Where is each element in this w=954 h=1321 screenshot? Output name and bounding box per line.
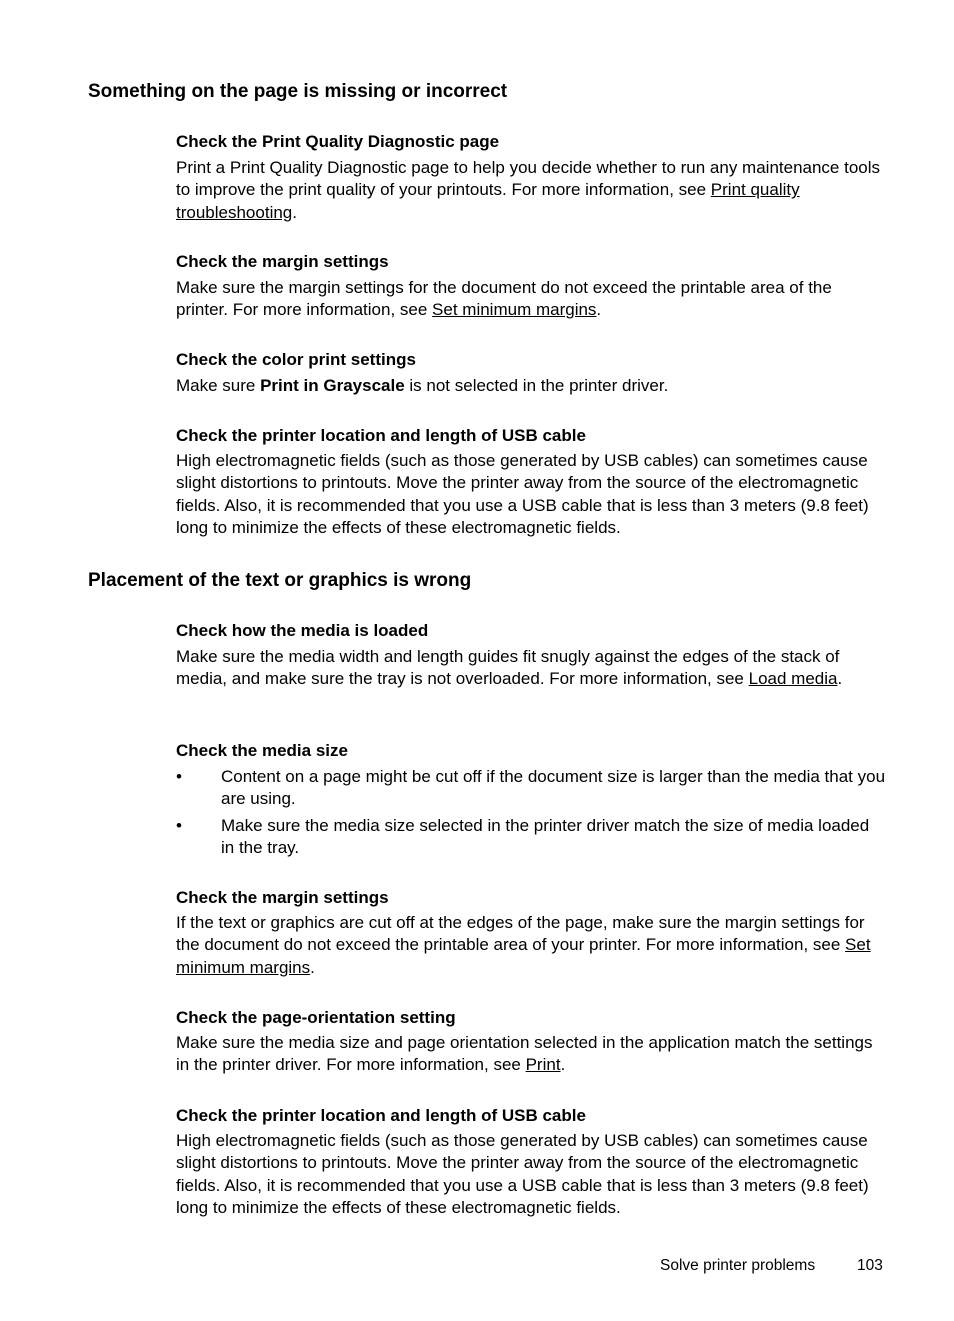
paragraph-usb-cable-1: High electromagnetic fields (such as those generated by USB cables) can sometimes cause slight distortions to printouts. Move the printer away from the source of the electromagnetic fields. Also, it is recommended that you use a USB cable that is less than 3 meters (9.8 feet) long to minimize the effects of these electromagnetic fields. <box>176 451 869 537</box>
list-item <box>176 766 888 811</box>
heading-margin-settings-1: Check the margin settings <box>176 252 389 271</box>
list-item-text: Content on a page might be cut off if the document size is larger than the media that you are using. <box>221 767 886 809</box>
paragraph-text: . <box>310 957 315 977</box>
bold-print-in-grayscale: Print in Grayscale <box>260 376 405 395</box>
heading-media-size: Check the media size <box>176 741 348 760</box>
list-item-text: Make sure the media size selected in the printer driver match the size of media loaded in the tray. <box>221 816 870 858</box>
footer-page-number: 103 <box>857 1257 883 1274</box>
paragraph-text: . <box>292 202 297 222</box>
paragraph-media-loaded <box>176 646 888 691</box>
paragraph-text: . <box>596 300 602 320</box>
paragraph-margin-settings-2 <box>176 912 888 979</box>
heading-page-orientation: Check the page-orientation setting <box>176 1008 456 1027</box>
heading-media-loaded: Check how the media is loaded <box>176 621 429 640</box>
heading-color-print-settings: Check the color print settings <box>176 350 416 369</box>
paragraph-text: . <box>837 669 843 689</box>
section-title-placement-wrong: Placement of the text or graphics is wrong <box>88 570 472 591</box>
paragraph-text: Make sure the margin settings for the document do not exceed the printable area of the printer. For more information, see <box>176 278 832 320</box>
paragraph-text: Make sure the media size and page orientation selected in the application match the settings in the printer driver. For more information, see <box>176 1033 873 1075</box>
link-print[interactable]: Print <box>525 1055 561 1075</box>
paragraph-margin-settings-1 <box>176 277 888 322</box>
link-set-minimum-margins-1[interactable]: Set minimum margins <box>432 300 597 320</box>
paragraph-text: Make sure <box>176 376 261 395</box>
heading-usb-cable-1: Check the printer location and length of USB cable <box>176 426 586 445</box>
paragraph-diagnostic-page <box>176 157 888 224</box>
paragraph-text: is not selected in the printer driver. <box>404 376 669 395</box>
list-item <box>176 815 888 860</box>
paragraph-text: If the text or graphics are cut off at the edges of the page, make sure the margin settings for the document do not exceed the printable area of your printer. For more information, see <box>176 913 865 955</box>
bullet-glyph: • <box>176 767 182 786</box>
paragraph-text: Print a Print Quality Diagnostic page to help you decide whether to run any maintenance tools to improve the print quality of your printouts. For more information, see <box>176 158 881 200</box>
paragraph-page-orientation <box>176 1032 888 1077</box>
link-print-quality-troubleshooting[interactable]: Print quality troubleshooting <box>176 180 800 222</box>
paragraph-text: . <box>560 1055 566 1075</box>
link-load-media[interactable]: Load media <box>748 669 838 689</box>
paragraph-color-print-settings <box>176 375 888 397</box>
heading-usb-cable-2: Check the printer location and length of USB cable <box>176 1106 586 1125</box>
link-set-minimum-margins-2[interactable]: Set minimum margins <box>176 935 871 977</box>
heading-diagnostic-page: Check the Print Quality Diagnostic page <box>176 132 500 151</box>
paragraph-usb-cable-2: High electromagnetic fields (such as those generated by USB cables) can sometimes cause slight distortions to printouts. Move the printer away from the source of the electromagnetic fields. Also, it is recommended that you use a USB cable that is less than 3 meters (9.8 feet) long to minimize the effects of these electromagnetic fields. <box>176 1131 869 1217</box>
footer-chapter-title: Solve printer problems <box>660 1257 816 1274</box>
heading-margin-settings-2: Check the margin settings <box>176 888 389 907</box>
bullet-glyph: • <box>176 816 182 835</box>
paragraph-text: Make sure the media width and length guides fit snugly against the edges of the stack of media, and make sure the tray is not overloaded. For more information, see <box>176 647 840 689</box>
section-title-missing-incorrect: Something on the page is missing or incorrect <box>88 81 508 102</box>
